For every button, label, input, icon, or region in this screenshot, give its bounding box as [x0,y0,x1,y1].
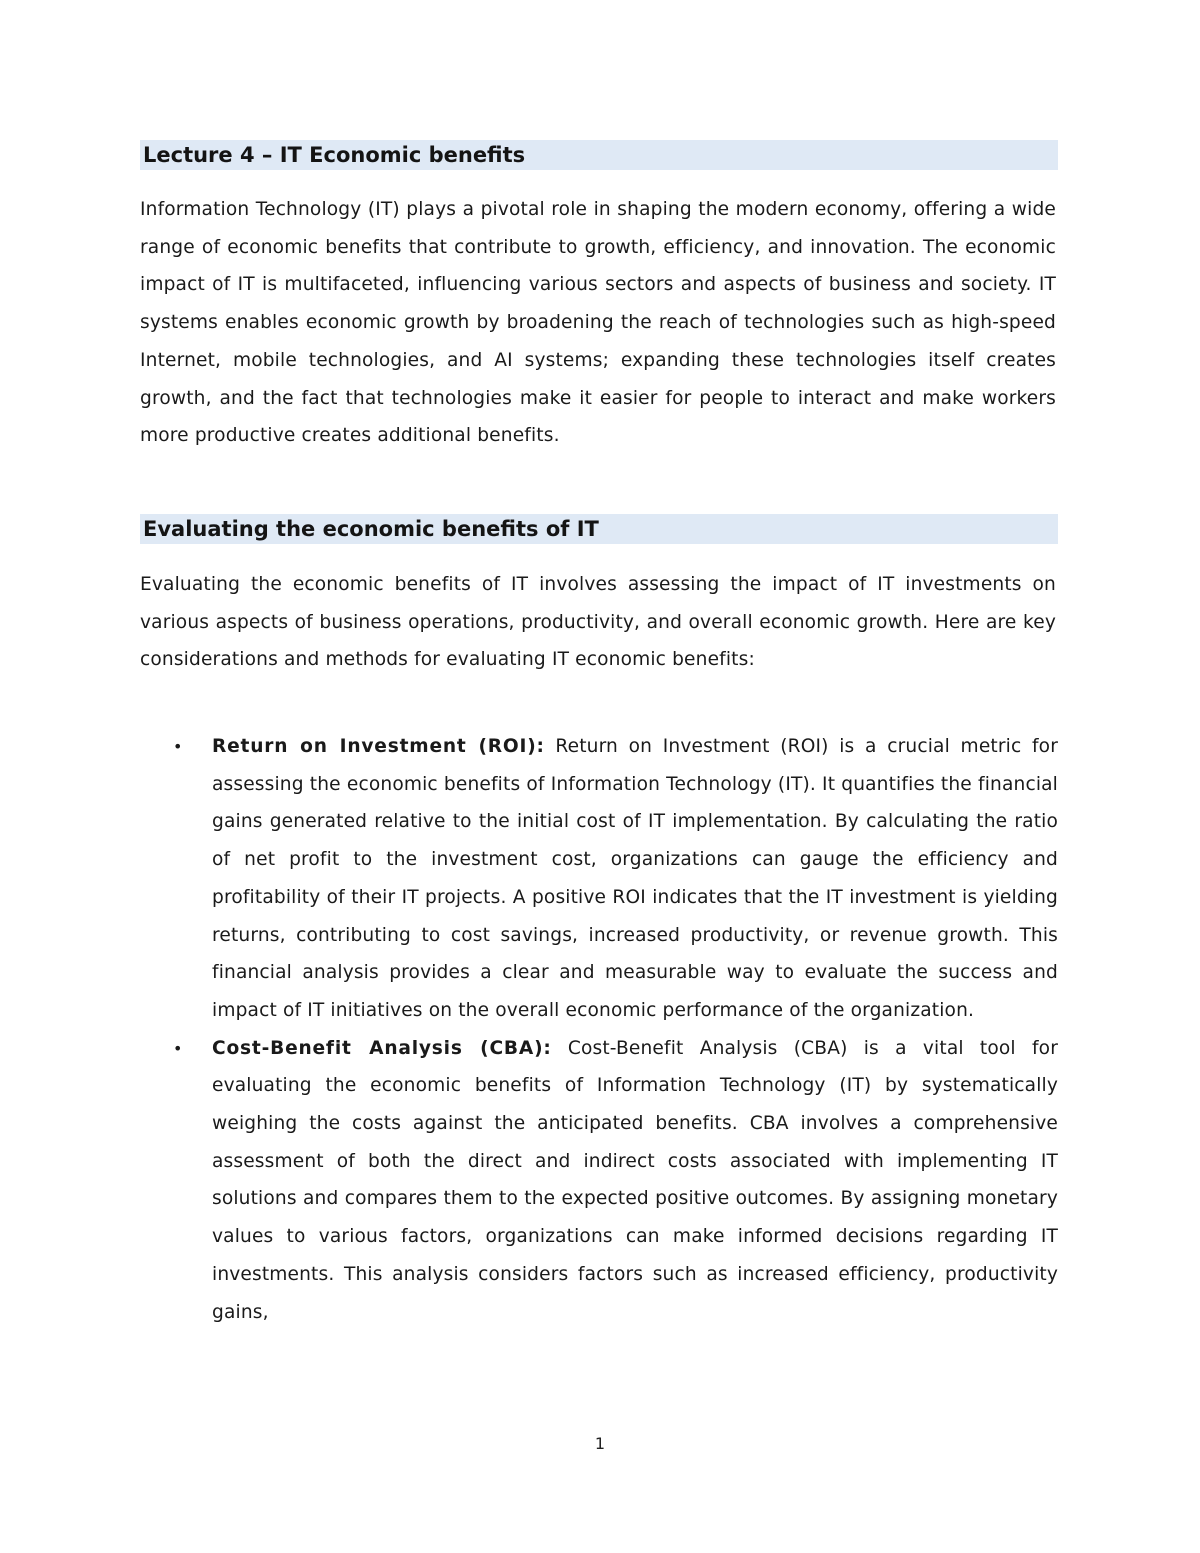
list-item-roi [140,728,1058,1030]
list-item-cba [140,1030,1058,1332]
list-item-text: Return on Investment (ROI) is a crucial metric for assessing the economic benefits of Information Technology (IT). It quantifies the financial gains generated relative to the initial cost of IT implementation. By calculating the ratio of net profit to the investment cost, organizations can gauge the efficiency and profitability of their IT projects. A positive ROI indicates that the IT investment is yielding returns, contributing to cost savings, increased productivity, or revenue growth. This financial analysis provides a clear and measurable way to evaluate the success and impact of IT initiatives on the overall economic performance of the organization. [212,736,1059,1021]
methods-list [140,728,1058,1331]
bullet-icon: • [173,1038,183,1058]
list-item-term: Cost-Benefit Analysis (CBA): [212,1037,552,1059]
list-item-term: Return on Investment (ROI): [212,736,545,757]
section-heading: Evaluating the economic benefits of IT [140,514,1058,544]
page-number: 1 [594,1434,606,1453]
intro-paragraph: Information Technology (IT) plays a pivotal role in shaping the modern economy, offering a wide range of economic benefits that contribute to growth, efficiency, and innovation. The economic impact of IT is multifaceted, influencing various sectors and aspects of business and society. IT systems enables economic growth by broadening the reach of technologies such as high-speed Internet, mobile technologies, and AI systems; expanding these technologies itself creates growth, and the fact that technologies make it easier for people to interact and make workers more productive creates additional benefits. [140,199,1056,447]
lecture-heading: Lecture 4 – IT Economic benefits [140,140,1058,170]
bullet-icon: • [173,737,183,756]
list-item-text: Cost-Benefit Analysis (CBA) is a vital tool for evaluating the economic benefits of Information Technology (IT) by systematically weighing the costs against the anticipated benefits. CBA involves a comprehensive assessment of both the direct and indirect costs associated with implementing IT solutions and compares them to the expected positive outcomes. By assigning monetary values to various factors, organizations can make informed decisions regarding IT investments. This analysis considers factors such as increased efficiency, productivity gains, [212,1037,1058,1323]
evaluation-paragraph: Evaluating the economic benefits of IT involves assessing the impact of IT investments on various aspects of business operations, productivity, and overall economic growth. Here are key considerations and methods for evaluating IT economic benefits: [140,574,1056,671]
